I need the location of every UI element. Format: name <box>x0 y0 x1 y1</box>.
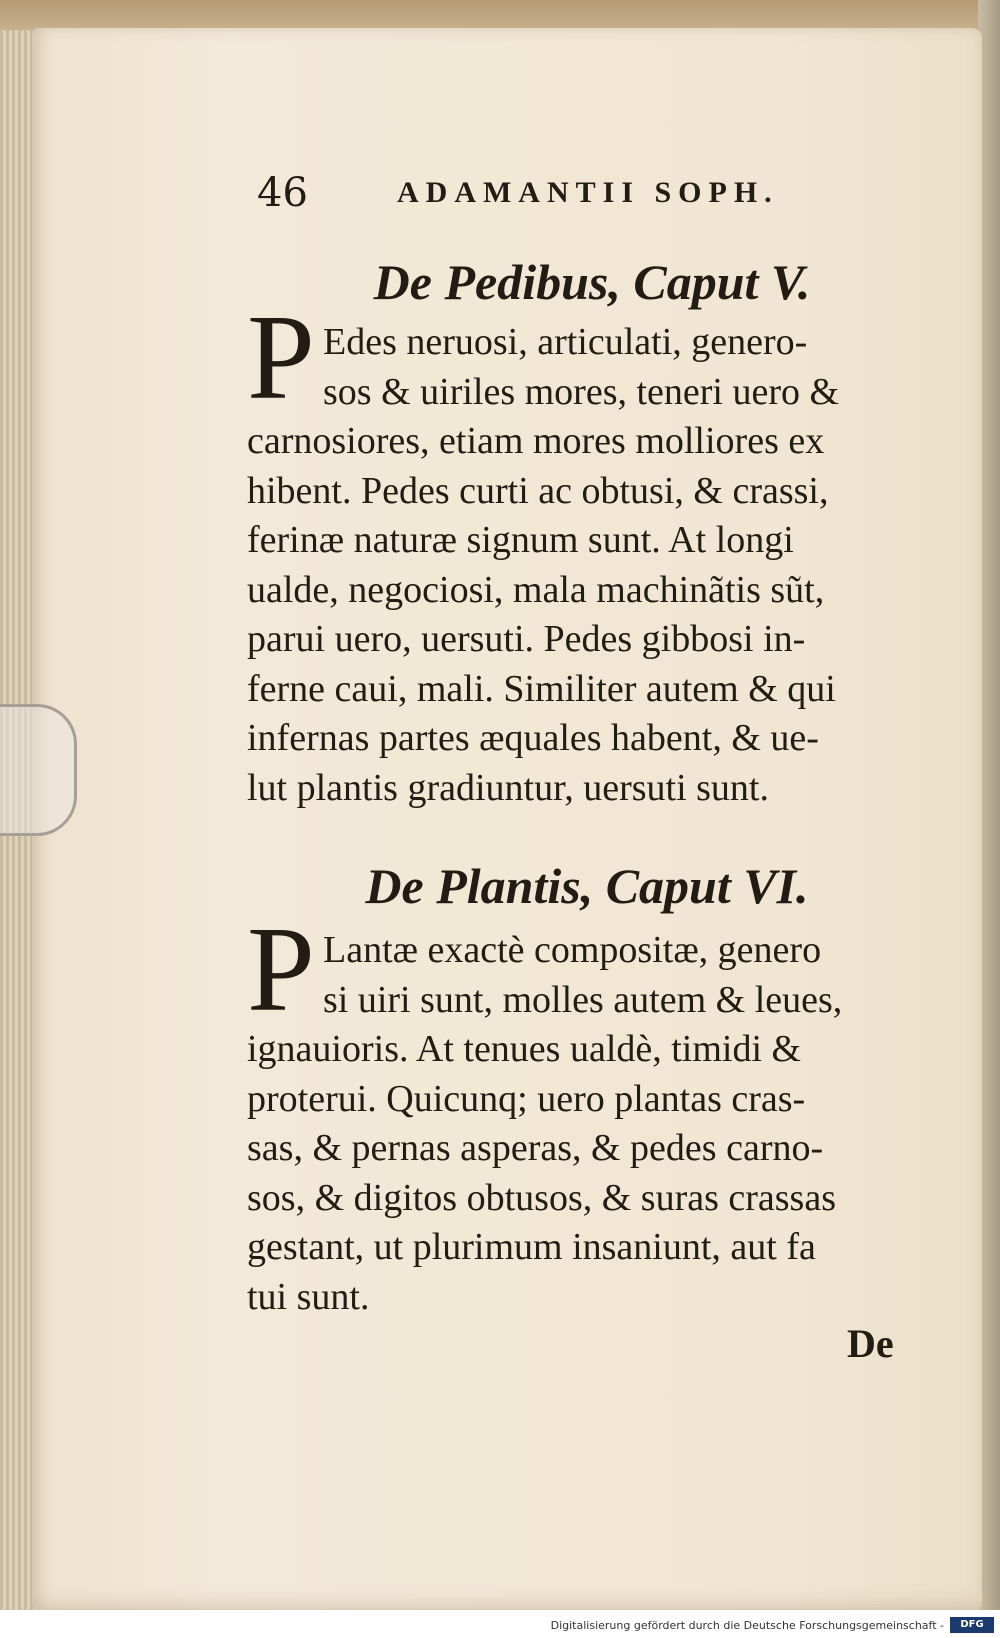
book-clip-tab <box>0 704 77 836</box>
running-title: ADAMANTII SOPH. <box>397 176 779 209</box>
footer-credit: Digitalisierung gefördert durch die Deutsche Forschungsgemeinschaft - <box>550 1619 944 1632</box>
chapter-5-initial: P <box>247 290 315 425</box>
page-number: 46 <box>257 170 308 216</box>
text-line: sas, & pernas asperas, & pedes carno- <box>247 1127 824 1169</box>
text-line: hibent. Pedes curti ac obtusi, & crassi, <box>247 469 829 512</box>
text-line: proterui. Quicunq; uero plantas cras- <box>247 1077 806 1120</box>
catchword: De <box>847 1321 894 1366</box>
chapter-5-text <box>247 318 947 813</box>
text-line: lut plantis gradiuntur, uersuti sunt. <box>247 766 769 809</box>
text-line: gestant, ut plurimum insaniunt, aut fa <box>247 1226 816 1268</box>
text-line: Lantæ exactè compositæ, genero <box>323 929 822 971</box>
book-page <box>32 28 982 1610</box>
text-line: si uiri sunt, molles autem & leues, <box>323 978 843 1021</box>
text-line: tui sunt. <box>247 1275 370 1318</box>
text-line: Edes neruosi, articulati, genero- <box>323 321 808 363</box>
running-head <box>247 168 967 216</box>
dfg-logo: DFG <box>950 1617 994 1633</box>
text-line: infernas partes æquales habent, & ue- <box>247 717 819 759</box>
chapter-5-heading: De Pedibus, Caput V. <box>373 254 811 310</box>
text-line: ignauioris. At tenues ualdè, timidi & <box>247 1028 802 1070</box>
text-line: parui uero, uersuti. Pedes gibbosi in- <box>247 618 806 660</box>
text-line: carnosiores, etiam mores molliores ex <box>247 420 825 462</box>
chapter-6-heading: De Plantis, Caput VI. <box>365 858 809 914</box>
text-line: sos & uiriles mores, teneri uero & <box>323 370 840 413</box>
text-line: ferinæ naturæ signum sunt. At longi <box>247 519 794 561</box>
page-content <box>247 168 967 1366</box>
text-line: sos, & digitos obtusos, & suras crassas <box>247 1176 836 1219</box>
chapter-6-text <box>247 926 947 1322</box>
text-line: ferne caui, mali. Similiter autem & qui <box>247 667 836 710</box>
chapter-6-initial: P <box>247 902 315 1037</box>
text-line: ualde, negociosi, mala machinãtis sũt, <box>247 568 825 611</box>
